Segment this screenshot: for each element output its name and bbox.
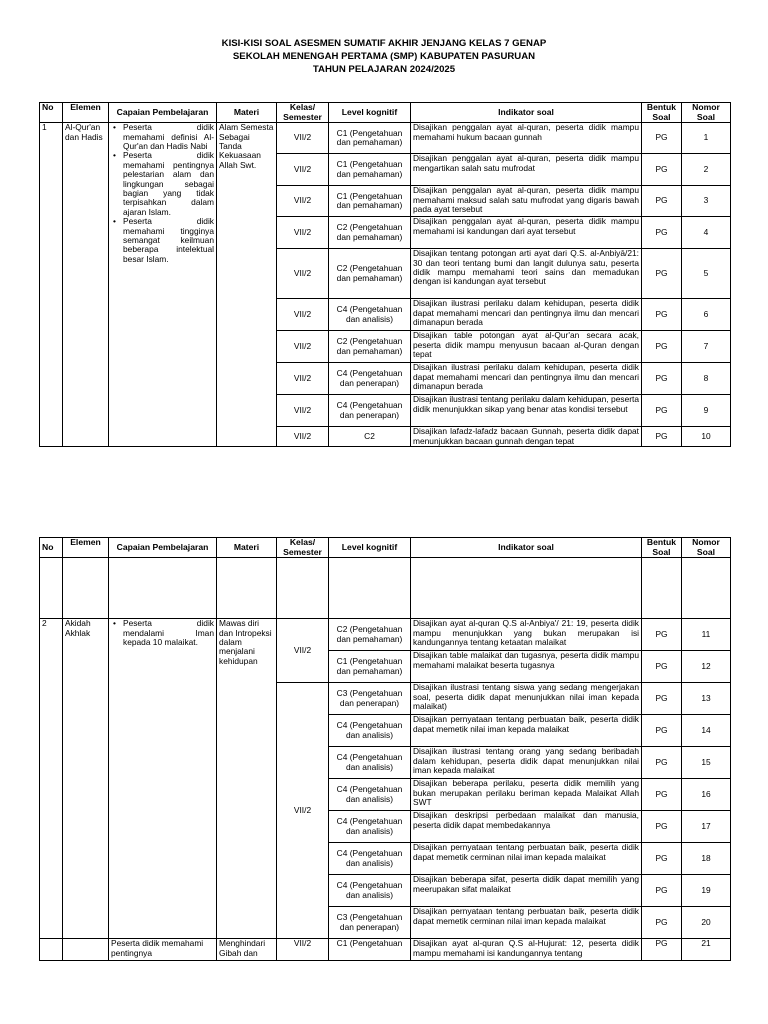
bentuk-cell: PG (642, 123, 682, 154)
capaian-list (111, 619, 214, 647)
nomor-cell: 13 (682, 683, 731, 715)
materi-cell: Alam Semesta Sebagai Tanda Kekuasaan Allah Swt. (217, 123, 277, 447)
nomor-cell: 17 (682, 811, 731, 843)
nomor-cell: 3 (682, 186, 731, 217)
row-no: 1 (40, 123, 63, 447)
capaian-item: • Peserta didik mendalami Iman kepada 10 malaikat. (123, 619, 214, 647)
level-cell: C2 (Pengetahuan dan pemahaman) (329, 619, 411, 651)
nomor-cell: 2 (682, 154, 731, 186)
indikator-cell: Disajikan ilustrasi perilaku dalam kehidupan, peserta didik dapat memahami mencari dan pentingnya ilmu dan mencari dimanapun berada (411, 299, 642, 331)
kisi-kisi-table-2 (39, 537, 731, 961)
bentuk-cell: PG (642, 683, 682, 715)
header-no: No (40, 103, 63, 123)
indikator-cell: Disajikan pernyataan tentang perbuatan baik, peserta didik dapat memetik cerminan nilai iman kepada malaikat (411, 907, 642, 939)
bentuk-cell: PG (642, 907, 682, 939)
nomor-cell: 19 (682, 875, 731, 907)
level-cell: C2 (Pengetahuan dan pemahaman) (329, 331, 411, 363)
kelas-cell: VII/2 (277, 154, 329, 186)
level-cell: C4 (Pengetahuan dan analisis) (329, 843, 411, 875)
nomor-cell: 6 (682, 299, 731, 331)
level-cell: C4 (Pengetahuan dan analisis) (329, 811, 411, 843)
nomor-cell: 21 (682, 939, 731, 961)
header-capaian: Capaian Pembelajaran (109, 103, 217, 123)
capaian-cell (109, 619, 217, 939)
header-indikator: Indikator soal (411, 103, 642, 123)
level-cell: C2 (Pengetahuan dan pemahaman) (329, 249, 411, 299)
header-nomor: Nomor Soal (682, 103, 731, 123)
bentuk-cell: PG (642, 427, 682, 447)
header-materi: Materi (217, 103, 277, 123)
row-no: 2 (40, 619, 63, 939)
kelas-cell: VII/2 (277, 249, 329, 299)
header-level: Level kognitif (329, 538, 411, 558)
level-cell: C4 (Pengetahuan dan analisis) (329, 779, 411, 811)
nomor-cell: 7 (682, 331, 731, 363)
level-cell: C2 (329, 427, 411, 447)
header-bentuk: Bentuk Soal (642, 103, 682, 123)
bentuk-cell: PG (642, 395, 682, 427)
indikator-cell: Disajikan beberapa perilaku, peserta didik memilih yang bukan merupakan perilaku beriman kepada Malaikat Allah SWT (411, 779, 642, 811)
kelas-cell: VII/2 (277, 427, 329, 447)
header-nomor: Nomor Soal (682, 538, 731, 558)
bentuk-cell: PG (642, 154, 682, 186)
row-no (40, 939, 63, 961)
level-cell: C1 (Pengetahuan dan pemahaman) (329, 186, 411, 217)
nomor-cell: 18 (682, 843, 731, 875)
level-cell: C1 (Pengetahuan dan pemahaman) (329, 154, 411, 186)
materi-cell: Menghindari Gibah dan (217, 939, 277, 961)
nomor-cell: 11 (682, 619, 731, 651)
indikator-cell: Disajikan ayat al-quran Q.S al-Hujurat: 12, peserta didik mampu memahami isi kandungannya tentang (411, 939, 642, 961)
indikator-cell: Disajikan ayat al-quran Q.S al-Anbiya'/ 21: 19, peserta didik mampu menunjukkan yang bukan merupakan isi kandungannya tentang ketaatan malaikat (411, 619, 642, 651)
level-cell: C4 (Pengetahuan dan penerapan) (329, 363, 411, 395)
bentuk-cell: PG (642, 249, 682, 299)
level-cell: C2 (Pengetahuan dan pemahaman) (329, 217, 411, 249)
kelas-cell: VII/2 (277, 619, 329, 683)
indikator-cell: Disajikan deskripsi perbedaan malaikat dan manusia, peserta didik dapat membedakannya (411, 811, 642, 843)
nomor-cell: 16 (682, 779, 731, 811)
nomor-cell: 10 (682, 427, 731, 447)
table-row (40, 619, 731, 651)
indikator-cell: Disajikan lafadz-lafadz bacaan Gunnah, peserta didik dapat menunjukkan bacaan gunnah dengan tepat (411, 427, 642, 447)
kelas-cell: VII/2 (277, 123, 329, 154)
bentuk-cell: PG (642, 779, 682, 811)
indikator-cell: Disajikan penggalan ayat al-quran, peserta didik mampu memahami isi kandungan dari ayat tersebut (411, 217, 642, 249)
indikator-cell: Disajikan penggalan ayat al-quran, peserta didik mampu memahami hukum bacaan gunnah (411, 123, 642, 154)
kelas-cell: VII/2 (277, 363, 329, 395)
header-elemen: Elemen (63, 103, 109, 123)
indikator-cell: Disajikan table malaikat dan tugasnya, peserta didik mampu memahami malaikat beserta tugasnya (411, 651, 642, 683)
capaian-item: • Peserta didik memahami pentingnya pelestarian alam dan lingkungan sebagai bagian yang tidak terpisahkan dalam ajaran Islam. (123, 151, 214, 217)
elemen-cell: Al-Qur'an dan Hadis (63, 123, 109, 447)
kelas-cell: VII/2 (277, 217, 329, 249)
capaian-cell: Peserta didik memahami pentingnya (109, 939, 217, 961)
header-no: No (40, 538, 63, 558)
bentuk-cell: PG (642, 363, 682, 395)
nomor-cell: 9 (682, 395, 731, 427)
level-cell: C1 (Pengetahuan dan pemahaman) (329, 123, 411, 154)
nomor-cell: 5 (682, 249, 731, 299)
kelas-cell: VII/2 (277, 939, 329, 961)
indikator-cell: Disajikan ilustrasi tentang orang yang sedang beribadah dalam kehidupan, peserta didik dapat menunjukkan nilai iman kepada malaikat (411, 747, 642, 779)
nomor-cell: 1 (682, 123, 731, 154)
header-elemen: Elemen (63, 538, 109, 558)
nomor-cell: 4 (682, 217, 731, 249)
header-bentuk: Bentuk Soal (642, 538, 682, 558)
capaian-item: • Peserta didik memahami definisi Al-Qur'an dan Hadis Nabi (123, 123, 214, 151)
bentuk-cell: PG (642, 331, 682, 363)
table-row (40, 939, 731, 961)
indikator-cell: Disajikan ilustrasi perilaku dalam kehidupan, peserta didik dapat memahami mencari dan pentingnya ilmu dan mencari dimanapun berada (411, 363, 642, 395)
nomor-cell: 12 (682, 651, 731, 683)
indikator-cell: Disajikan ilustrasi tentang perilaku dalam kehidupan, peserta didik menunjukkan sikap yang benar atas kondisi tersebut (411, 395, 642, 427)
header-indikator: Indikator soal (411, 538, 642, 558)
capaian-list (111, 123, 214, 264)
bentuk-cell: PG (642, 217, 682, 249)
level-cell: C1 (Pengetahuan dan pemahaman) (329, 651, 411, 683)
capaian-cell (109, 123, 217, 447)
bentuk-cell: PG (642, 875, 682, 907)
level-cell: C3 (Pengetahuan dan penerapan) (329, 683, 411, 715)
materi-cell: Mawas diri dan Intropeksi dalam menjalani kehidupan (217, 619, 277, 939)
indikator-cell: Disajikan beberapa sifat, peserta didik dapat memilih yang meerupakan sifat malaikat (411, 875, 642, 907)
level-cell: C4 (Pengetahuan dan analisis) (329, 875, 411, 907)
level-cell: C3 (Pengetahuan dan penerapan) (329, 907, 411, 939)
bentuk-cell: PG (642, 939, 682, 961)
elemen-cell: Akidah Akhlak (63, 619, 109, 939)
kelas-cell: VII/2 (277, 186, 329, 217)
level-cell: C4 (Pengetahuan dan analisis) (329, 299, 411, 331)
table-header-row (40, 538, 731, 558)
capaian-item: • Peserta didik memahami tingginya semangat keilmuan beberapa intelektual besar Islam. (123, 217, 214, 264)
header-capaian: Capaian Pembelajaran (109, 538, 217, 558)
kelas-cell: VII/2 (277, 395, 329, 427)
nomor-cell: 20 (682, 907, 731, 939)
kelas-cell: VII/2 (277, 331, 329, 363)
indikator-cell: Disajikan ilustrasi tentang siswa yang sedang mengerjakan soal, peserta didik dapat menunjukkan nilai iman kepada malaikat) (411, 683, 642, 715)
document-title (0, 37, 768, 76)
table-row (40, 123, 731, 154)
kelas-cell: VII/2 (277, 299, 329, 331)
title-line-1: KISI-KISI SOAL ASESMEN SUMATIF AKHIR JENJANG KELAS 7 GENAP (221, 38, 547, 49)
nomor-cell: 8 (682, 363, 731, 395)
bentuk-cell: PG (642, 811, 682, 843)
header-materi: Materi (217, 538, 277, 558)
indikator-cell: Disajikan penggalan ayat al-quran, peserta didik mampu mengartikan salah satu mufrodat (411, 154, 642, 186)
table-header-row (40, 103, 731, 123)
title-line-2: SEKOLAH MENENGAH PERTAMA (SMP) KABUPATEN PASURUAN (232, 51, 536, 62)
indikator-cell: Disajikan tentang potongan arti ayat dari Q.S. al-Anbiyā/21: 30 dan teori tentang bumi dan langit dulunya satu, peserta didik mampu memahami teori sains dan memadukan dengan isi kandungan ayat tersebut (411, 249, 642, 299)
level-cell: C4 (Pengetahuan dan analisis) (329, 715, 411, 747)
bentuk-cell: PG (642, 715, 682, 747)
title-line-3: TAHUN PELAJARAN 2024/2025 (312, 64, 456, 75)
header-kelas: Kelas/ Semester (277, 103, 329, 123)
nomor-cell: 14 (682, 715, 731, 747)
bentuk-cell: PG (642, 843, 682, 875)
bentuk-cell: PG (642, 651, 682, 683)
bentuk-cell: PG (642, 747, 682, 779)
kisi-kisi-table-1 (39, 102, 731, 447)
bentuk-cell: PG (642, 619, 682, 651)
indikator-cell: Disajikan pernyataan tentang perbuatan baik, peserta didik dapat memetik cerminan nilai iman kepada malaikat (411, 843, 642, 875)
bentuk-cell: PG (642, 186, 682, 217)
kelas-cell: VII/2 (277, 683, 329, 939)
header-kelas: Kelas/ Semester (277, 538, 329, 558)
bentuk-cell: PG (642, 299, 682, 331)
level-cell: C4 (Pengetahuan dan penerapan) (329, 395, 411, 427)
indikator-cell: Disajikan penggalan ayat al-quran, peserta didik mampu memahami maksud salah satu mufrodat yang digaris bawah pada ayat tersebut (411, 186, 642, 217)
level-cell: C1 (Pengetahuan (329, 939, 411, 961)
level-cell: C4 (Pengetahuan dan analisis) (329, 747, 411, 779)
indikator-cell: Disajikan table potongan ayat al-Qur'an secara acak, peserta didik mampu menyusun bacaan al-Quran dengan tepat (411, 331, 642, 363)
blank-row (40, 558, 731, 619)
elemen-cell (63, 939, 109, 961)
header-level: Level kognitif (329, 103, 411, 123)
nomor-cell: 15 (682, 747, 731, 779)
indikator-cell: Disajikan pernyataan tentang perbuatan baik, peserta didik dapat memetik nilai iman kepada malaikat (411, 715, 642, 747)
